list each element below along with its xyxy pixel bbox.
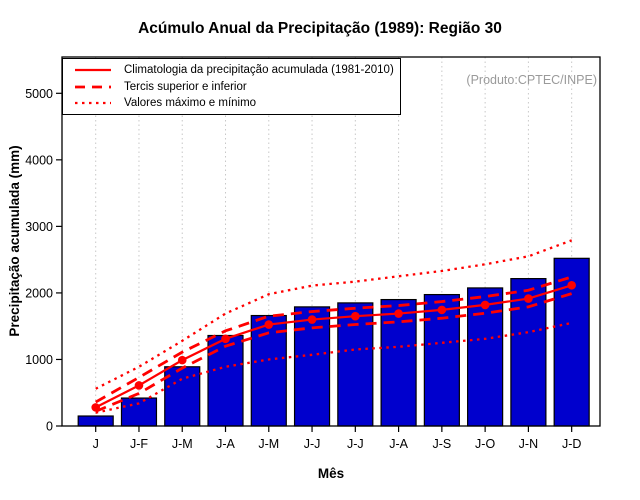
marker-climatologia-10 <box>481 301 490 310</box>
y-tick-label-5000: 5000 <box>25 86 53 101</box>
bar-J-1 <box>78 416 113 426</box>
solid-red-line-icon <box>71 64 115 76</box>
x-tick-label-3: J-M <box>171 437 193 451</box>
x-tick-label-12: J-D <box>561 437 582 451</box>
x-tick-label-9: J-S <box>432 437 452 451</box>
product-annotation: (Produto:CPTEC/INPE) <box>466 73 597 87</box>
marker-climatologia-5 <box>264 320 273 329</box>
marker-climatologia-1 <box>91 403 100 412</box>
bar-J-S-9 <box>424 295 459 426</box>
legend-item-max-min <box>71 96 396 110</box>
x-tick-label-7: J-J <box>346 437 364 451</box>
x-tick-label-6: J-J <box>303 437 321 451</box>
legend-label-climatologia: Climatologia da precipitação acumulada (1981-2010) <box>124 64 394 77</box>
marker-climatologia-3 <box>178 356 187 365</box>
marker-climatologia-2 <box>135 381 144 390</box>
legend-item-tercis <box>71 80 396 94</box>
y-tick-label-1000: 1000 <box>25 352 53 367</box>
legend-label-max-min: Valores máximo e mínimo <box>124 96 257 109</box>
legend-label-tercis: Tercis superior e inferior <box>124 80 247 93</box>
bar-J-J-7 <box>338 303 373 426</box>
bar-J-J-6 <box>295 307 330 426</box>
y-tick-label-2000: 2000 <box>25 286 53 301</box>
x-tick-label-10: J-O <box>475 437 496 451</box>
marker-climatologia-9 <box>438 306 447 315</box>
bar-J-A-4 <box>208 336 243 426</box>
marker-climatologia-12 <box>567 281 576 290</box>
x-axis-title: Mês <box>317 466 345 481</box>
x-tick-label-2: J-F <box>129 437 149 451</box>
dotted-red-line-icon <box>71 97 115 109</box>
marker-climatologia-8 <box>394 309 403 318</box>
legend-item-climatologia <box>71 63 396 77</box>
y-tick-label-3000: 3000 <box>25 219 53 234</box>
plot-generated-layer <box>25 57 600 451</box>
x-tick-label-11: J-N <box>518 437 539 451</box>
bar-J-A-8 <box>381 300 416 426</box>
y-axis-title: Precipitação acumulada (mm) <box>7 145 22 337</box>
bar-J-F-2 <box>121 398 156 426</box>
y-tick-label-4000: 4000 <box>25 153 53 168</box>
marker-climatologia-6 <box>308 315 317 324</box>
marker-climatologia-4 <box>221 335 230 344</box>
x-tick-label-5: J-M <box>258 437 280 451</box>
marker-climatologia-11 <box>524 294 533 303</box>
marker-climatologia-7 <box>351 312 360 321</box>
legend-box <box>62 58 401 115</box>
dashed-red-line-icon <box>71 81 115 93</box>
chart-title: Acúmulo Anual da Precipitação (1989): Região 30 <box>138 20 502 37</box>
x-tick-label-4: J-A <box>216 437 235 451</box>
x-tick-label-8: J-A <box>389 437 408 451</box>
y-tick-label-0: 0 <box>46 419 53 434</box>
x-tick-label-1: J <box>92 437 99 451</box>
